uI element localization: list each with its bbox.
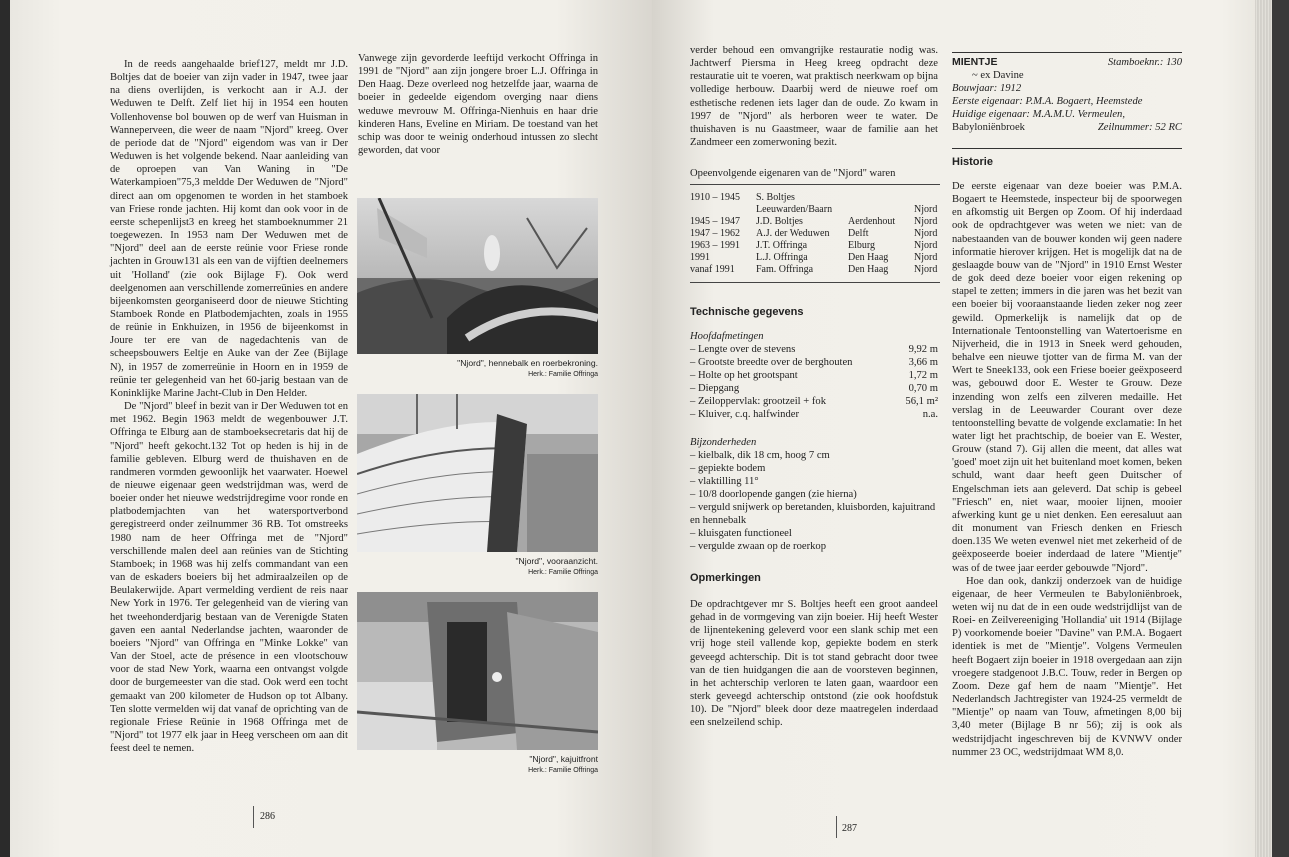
current-owner: Huidige eigenaar: M.A.M.U. Vermeulen, [952, 109, 1125, 120]
dimension-value: 56,1 m² [905, 396, 938, 407]
dimension-row [690, 343, 938, 356]
dimension-row [690, 356, 938, 369]
dimension-label: – Lengte over de stevens [690, 344, 796, 355]
dimension-value: 9,92 m [908, 344, 938, 355]
paragraph: In de reeds aangehaalde brief127, meldt mr J.D. Boltjes dat de boeier van zijn vader in 1947, twee jaar na diens overlijden, is verkocht aan ir A.J. der Weduwen te Delft. Zelf liet hij in 1954 een houten Vollenhovense bol bouwen op de werf van Huisman in Wanneperveen, die weer de naam "Njord" kreeg. Over de periode dat de "Njord" eigendom was van ir Der Weduwen is het volgende bekend. Naar aanleiding van de oproepen van Van Waning in "De Waterkampioen"75,3 meldde Der Weduwen de "Njord" direct aan om opgenomen te worden in het stamboek van Friese ronde jachten. Hij komt dan ook voor in de eerste schepenlijst3 en kreeg het stamboeknummer 21 toegewezen. In 1953 nam Der Weduwen met de "Njord" deel aan de eerste reünie voor Friese ronde jachten in Grouw131 als een van de vijftien deelnemers uit 'Holland' (zie ook Bijlage F). Ook werd deelgenomen aan verschillende zomerreünies en andere bijeenkomsten georganiseerd door de nieuwe Stichting Stamboek Ronde en Platbodemjachten, zoals in 1955 de reünie in Enkhuizen, in 1956 de bijeenkomst in Joure ter ere van de nagedachtenis van de scheepsbouwers Eeltje en Auke van der Zee (Bijlage N), in 1957 de zomerreünie in Hoorn en in 1959 de reünie ter gelegenheid van het 60-jarig bestaan van de Koninklijke Marine Jacht-Club in Den Helder. [110, 59, 348, 399]
owner-place: Aerdenhout [848, 216, 896, 227]
folio-divider [253, 806, 254, 828]
owner-name: A.J. der Weduwen [756, 228, 830, 239]
owner-name: J.T. Offringa [756, 240, 808, 251]
stamboek-number: Stamboeknr.: 130 [1107, 57, 1182, 68]
owner-row [688, 264, 939, 276]
boat-info-box [952, 56, 1182, 134]
owners-title: Opeenvolgende eigenaren van de "Njord" waren [690, 168, 896, 179]
feature-item: – vergulde zwaan op de roerkop [690, 541, 827, 552]
owner-row [688, 216, 939, 228]
bouwjaar: Bouwjaar: 1912 [952, 83, 1022, 94]
rule [952, 52, 1182, 53]
paragraph: De "Njord" bleef in bezit van ir Der Weduwen tot en met 1962. Begin 1963 meldt de wegenbouwer J.T. Offringa te Elburg aan de stamboeksecretaris dat hij de "Njord" heeft gekocht.132 Tot op heden is hij in de familie gebleven. Elburg werd de thuishaven en de randmeren vormden gewoonlijk het vaarwater. Hoewel de nieuwe eigenaar geen wedstrijdman was, werd de boeier onder het nieuwe wedstrijdregime voor ronde en platbodemjachten van het watersportverbond geregistreerd onder zeilnummer 36 RB. Tot omstreeks 1980 nam de heer Offringa met de "Njord" verschillende malen deel aan reünies van de Stichting Stamboek; in 1968 was hij zelfs commandant van een van de eskaders boeiers bij het admiraalzeilen op de Beulakerwijde. Apart vermelding verdient de reis naar New York in 1976. Ter gelegenheid van de viering van het tweehonderdjarig bestaan van de Verenigde Staten gaven een aantal Nederlandse jachten, waaronder de boeiers "Njord" van Offringa en "Minke Lokke" van Van der Stoel, acte de présence in een vlootschouw voor de stad New York, waarna een ontvangst volgde door de burgemeester van die stad. Ook werd een tocht gemaakt van 200 kilometer de Hudson op tot Albany. Ten slotte vermelden wij dat vanaf de oprichting van de regionale Friese Reünie in 1968 Offringa met de "Njord" tot 1977 elk jaar in Heeg verscheen om aan dit feest deel te nemen. [110, 401, 348, 755]
dimension-value: 0,70 m [908, 383, 938, 394]
remarks-heading: Opmerkingen [690, 572, 761, 584]
feature-item: – kluisgaten functioneel [690, 528, 792, 539]
owner-place: Den Haag [848, 252, 889, 263]
photo-hennebalk [357, 198, 598, 354]
owner-region: Njord [914, 240, 938, 251]
dimension-label: – Kluiver, c.q. halfwinder [690, 409, 800, 420]
boat-name: MIENTJE [952, 56, 998, 68]
owner-place [846, 204, 912, 216]
feature-item: – verguld snijwerk op beretanden, kluisborden, kajuitrand en hennebalk [690, 502, 936, 526]
photo-caption: "Njord", vooraanzicht. Herk.: Familie Offringa [515, 556, 598, 576]
folio-divider [836, 816, 837, 838]
feature-item: – gepiekte bodem [690, 463, 766, 474]
owner-region: Njord [914, 228, 938, 239]
history-heading: Historie [952, 156, 993, 168]
photo-vooraanzicht [357, 394, 598, 552]
tech-heading: Technische gegevens [690, 306, 804, 318]
owner-period [688, 204, 754, 216]
photo-caption: "Njord", hennebalk en roerbekroning. Herk.: Familie Offringa [457, 358, 598, 378]
owner-region: Njord [914, 204, 938, 215]
owner-period: 1963 – 1991 [690, 240, 740, 251]
owner-row [688, 192, 939, 204]
owner-row [688, 228, 939, 240]
features-heading: Bijzonderheden [690, 437, 757, 448]
owner-place: Elburg [848, 240, 876, 251]
dimension-value: 3,66 m [908, 357, 938, 368]
main-dims-heading: Hoofdafmetingen [690, 331, 764, 342]
right-page [652, 0, 1272, 857]
owners-table [688, 192, 939, 276]
rule [690, 282, 940, 283]
owner-name: Fam. Offringa [756, 264, 814, 275]
owner-period: vanaf 1991 [690, 264, 735, 275]
owner-name: L.J. Offringa [756, 252, 808, 263]
owner-place: Delft [848, 228, 869, 239]
owner-region [912, 192, 939, 204]
owner-period: 1945 – 1947 [690, 216, 740, 227]
main-dimensions [690, 330, 938, 421]
left-column-1 [110, 58, 348, 755]
history-text: De eerste eigenaar van deze boeier was P.M.A. Bogaert te Heemstede, inspecteur bij de spoorwegen en afkomstig uit Bergen op Zoom. Of hij inderdaad ook de opdrachtgever was weten we niet: van de nabestaanden van de bouwer konden wij geen nadere informatie hierover krijgen. Het is mogelijk dat na de geslaagde bouw van de "Njord" in 1910 Ernst Wester de gok deed deze boeier voor eigen rekening op stapel te zetten; immers in die jaren was het bezit van een boeier bij vooraanstaande lieden zeker nog zeer gewild. Opmerkelijk is namelijk dat op de Internationale Tentoonstelling van Watertoerisme en Nijverheid, die in 1913 in Sneek werd gehouden, behalve een nieuwe tjotter van de firma M. van der Wert te Sneek133, ook een Friese boeier geëxposeerd was, gebouwd door E. Wester te Grouw. Deze inzending won zelfs een zilveren medaille. Het verslag in de Leeuwarder Courant over deze tentoonstelling bevatte de volgende exclamatie: In het water ligt het prachtschip, de boeier van E. Wester, Grouw (stand 7). Gij allen die meent, dat alles wat 'goed' moet zijn uit het buitenland moet komen, beken schuld, want daar heeft geen Duitscher of Engelschman iets aan geleverd. Dat schip is gebeel "Friesch" en, niet waar, mooier lijnen, mooier afwerking kunt ge u niet denken. Een eeresaluut aan dit monument van Friesch denken en Friesch doen.135 We weten evenwel niet met zekerheid of de geëxposeerde boeier inderdaad de latere "Mientje" was of de twee jaar eerder gebouwde "Njord". Hoe dan ook, dankzij onderzoek van de huidige eigenaar, de heer Vermeulen te Babyloniënbroek, weten wij nu dat de in een oude wedstrijdlijst van de Roei- en Zeilvereeniging 'Hollandia' uit 1914 (Bijlage P) voorkomende boeier "Davine" van P.M.A. Bogaert identiek is met de "Mientje". Volgens Vermeulen heeft Bogaert zijn boeier in 1918 overgedaan aan zijn vroegere stadgenoot J.B.C. Touw, reder in Bergen op Zoom. Deze gaf hem de naam "Mientje". Het Nederlandsch Jachtregister van 1924-25 vermeldt de "Mientje" op naam van Touw, afmetingen 8,00 bij 3,40 meter (Bijlage B nr 56); zij is ook als wedstrijdjacht ingeschreven bij de KVNWV onder nummer 23 OC, wedstrijdmaat WM 8,0. [952, 181, 1182, 758]
dimension-value: n.a. [922, 409, 938, 420]
dimension-row [690, 395, 938, 408]
dimension-row [690, 369, 938, 382]
left-column-2 [358, 52, 598, 157]
owner-region: Njord [914, 264, 938, 275]
paragraph: verder behoud een omvangrijke restauratie nodig was. Jachtwerf Piersma in Heeg kreeg opdracht deze restauratie uit te voeren, wat praktisch neerkwam op bijna volledige herbouw. Daarbij werd de nieuwe roef om esthetische redenen iets lager dan de oude. Zo kwam in 1997 de "Njord" als herboren weer te water. De thuishaven is nu Gaastmeer, waar de familie aan het Zandmeer een zomerwoning bezit. [690, 45, 938, 149]
owner-name: S. Boltjes [756, 192, 795, 203]
rule [952, 148, 1182, 149]
sail-number: Zeilnummer: 52 RC [1097, 122, 1182, 133]
rule [690, 184, 940, 185]
owner-row [688, 252, 939, 264]
dimension-row [690, 408, 938, 421]
dimension-value: 1,72 m [908, 370, 938, 381]
background-edge [1272, 0, 1289, 857]
feature-item: – 10/8 doorlopende gangen (zie hierna) [690, 489, 857, 500]
current-owner-place: Babyloniënbroek [952, 122, 1025, 133]
first-owner: Eerste eigenaar: P.M.A. Bogaert, Heemstede [952, 96, 1143, 107]
dimension-label: – Grootste breedte over de berghouten [690, 357, 853, 368]
owner-row [688, 204, 939, 216]
photo-caption: "Njord", kajuitfront Herk.: Familie Offringa [528, 754, 598, 774]
dimension-label: – Diepgang [690, 383, 740, 394]
dimension-label: – Zeiloppervlak: grootzeil + fok [690, 396, 827, 407]
owner-row [688, 240, 939, 252]
paragraph: Vanwege zijn gevorderde leeftijd verkocht Offringa in 1991 de "Njord" aan zijn jongere broer L.J. Offringa in Den Haag. Deze overleed nog hetzelfde jaar, waarna de boeier in gedeelde eigendom overging naar diens weduwe mevrouw M. Offringa-Nienhuis en haar drie kinderen Hans, Eveline en Miriam. De toestand van het schip was door te weinig onderhoud intussen zo slecht geworden, dat voor [358, 53, 598, 157]
dimension-label: – Holte op het grootspant [690, 370, 798, 381]
page-number: 287 [842, 823, 857, 834]
features [690, 436, 938, 553]
remarks-text: De opdrachtgever mr S. Boltjes heeft een groot aandeel gehad in de vormgeving van zijn boeier. Hij heeft Wester de lijnentekening geleverd voor een slank schip met een vrij hoge steil vallende kop, gepiekte bodem en sterk geveegd achterschip. Dit is tot stand gebracht door twee van de tien huidgangen die aan de voorsteven beginnen, in het achterschip verloren te laten gaan, waardoor een sterk geveegd achterschip ontstond (zie ook hoofdstuk 10). De "Njord" bleek door deze maatregelen inderdaad een snelzeilend schip. [690, 599, 938, 729]
left-page [10, 0, 652, 857]
owner-region: Njord [914, 252, 938, 263]
owner-region: Njord [914, 216, 938, 227]
owner-name: Leeuwarden/Baarn [756, 204, 833, 215]
owner-period: 1910 – 1945 [690, 192, 740, 203]
feature-item: – kielbalk, dik 18 cm, hoog 7 cm [690, 450, 830, 461]
photo-kajuitfront [357, 592, 598, 750]
owner-name: J.D. Boltjes [756, 216, 803, 227]
owner-place [846, 192, 912, 204]
feature-item: – vlaktilling 11° [690, 476, 759, 487]
former-name: ~ ex Davine [972, 70, 1024, 81]
dimension-row [690, 382, 938, 395]
page-edges [1255, 0, 1272, 857]
right-column-1-intro [690, 44, 938, 149]
page-number: 286 [260, 811, 275, 822]
owner-period: 1991 [690, 252, 710, 263]
owner-place: Den Haag [848, 264, 889, 275]
owner-period: 1947 – 1962 [690, 228, 740, 239]
